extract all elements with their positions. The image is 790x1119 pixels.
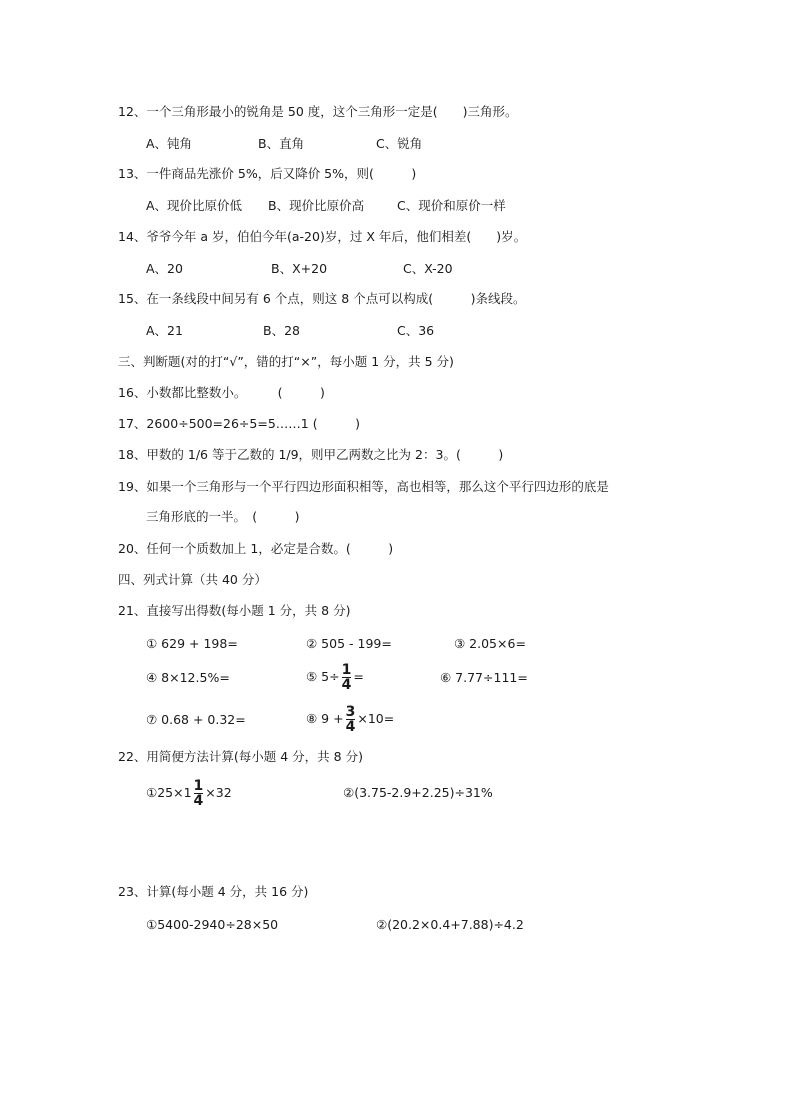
q21-item-8-suffix: ×10= <box>357 711 395 726</box>
question-12-stem: 12、一个三角形最小的锐角是 50 度，这个三角形一定是( )三角形。 <box>118 104 518 119</box>
q22-item-1-suffix: ×32 <box>205 785 232 800</box>
q21-item-5-suffix: = <box>353 669 364 684</box>
q23-item-2: ②(20.2×0.4+7.88)÷4.2 <box>376 917 524 932</box>
q21-item-2: ② 505 - 199= <box>306 636 392 651</box>
question-13-option-b: B、现价比原价高 <box>268 198 365 213</box>
fraction-one-quarter <box>194 779 204 808</box>
question-12-option-b: B、直角 <box>258 136 305 151</box>
question-19-line-2: 三角形底的一半。 ( ) <box>146 509 300 524</box>
question-18: 18、甲数的 1/6 等于乙数的 1/9，则甲乙两数之比为 2：3。( ) <box>118 447 504 462</box>
q22-item-1-prefix: ①25×1 <box>146 785 192 800</box>
section-3-heading: 三、判断题(对的打“√”，错的打“×”，每小题 1 分，共 5 分) <box>118 354 454 369</box>
question-20: 20、任何一个质数加上 1，必定是合数。( ) <box>118 541 394 556</box>
question-15-option-a: A、21 <box>146 323 183 338</box>
q21-item-7: ⑦ 0.68 + 0.32= <box>146 712 246 727</box>
q23-item-1: ①5400-2940÷28×50 <box>146 917 279 932</box>
q21-item-1: ① 629 + 198= <box>146 636 238 651</box>
q21-item-8-prefix: ⑧ 9 + <box>306 711 344 726</box>
question-15-stem: 15、在一条线段中间另有 6 个点，则这 8 个点可以构成( )条线段。 <box>118 291 526 306</box>
question-23-title: 23、计算(每小题 4 分，共 16 分) <box>118 884 309 899</box>
question-12-option-c: C、锐角 <box>376 136 423 151</box>
q21-item-5 <box>306 660 364 694</box>
question-15-option-c: C、36 <box>397 323 435 338</box>
fraction-numerator: 3 <box>345 704 356 720</box>
question-12-option-a: A、钝角 <box>146 136 193 151</box>
question-13-stem: 13、一件商品先涨价 5%，后又降价 5%，则( ) <box>118 166 417 181</box>
question-22-title: 22、用简便方法计算(每小题 4 分，共 8 分) <box>118 749 363 764</box>
question-19-line-1: 19、如果一个三角形与一个平行四边形面积相等，高也相等，那么这个平行四边形的底是 <box>118 479 609 494</box>
question-16: 16、小数都比整数小。 ( ) <box>118 385 325 400</box>
q21-item-8 <box>306 702 394 736</box>
fraction-denominator: 4 <box>341 677 352 693</box>
q21-item-3: ③ 2.05×6= <box>454 636 526 651</box>
fraction-denominator: 4 <box>193 793 204 809</box>
fraction-one-quarter <box>342 663 352 692</box>
question-14-option-b: B、X+20 <box>271 261 328 276</box>
question-14-option-c: C、X-20 <box>403 261 453 276</box>
question-13-option-a: A、现价比原价低 <box>146 198 243 213</box>
fraction-denominator: 4 <box>345 719 356 735</box>
question-14-option-a: A、20 <box>146 261 183 276</box>
fraction-numerator: 1 <box>341 662 352 678</box>
question-13-option-c: C、现价和原价一样 <box>397 198 506 213</box>
question-15-option-b: B、28 <box>263 323 300 338</box>
q22-item-2: ②(3.75-2.9+2.25)÷31% <box>343 785 493 800</box>
q21-item-6: ⑥ 7.77÷111= <box>440 670 528 685</box>
fraction-numerator: 1 <box>193 778 204 794</box>
question-17: 17、2600÷500=26÷5=5……1 ( ) <box>118 416 360 431</box>
q21-item-5-prefix: ⑤ 5÷ <box>306 669 340 684</box>
question-14-stem: 14、爷爷今年 a 岁，伯伯今年(a-20)岁，过 X 年后，他们相差( )岁。 <box>118 229 527 244</box>
q22-item-1 <box>146 776 232 810</box>
section-4-heading: 四、列式计算（共 40 分） <box>118 572 267 587</box>
question-21-title: 21、直接写出得数(每小题 1 分，共 8 分) <box>118 603 351 618</box>
q21-item-4: ④ 8×12.5%= <box>146 670 230 685</box>
fraction-three-quarters <box>346 705 356 734</box>
